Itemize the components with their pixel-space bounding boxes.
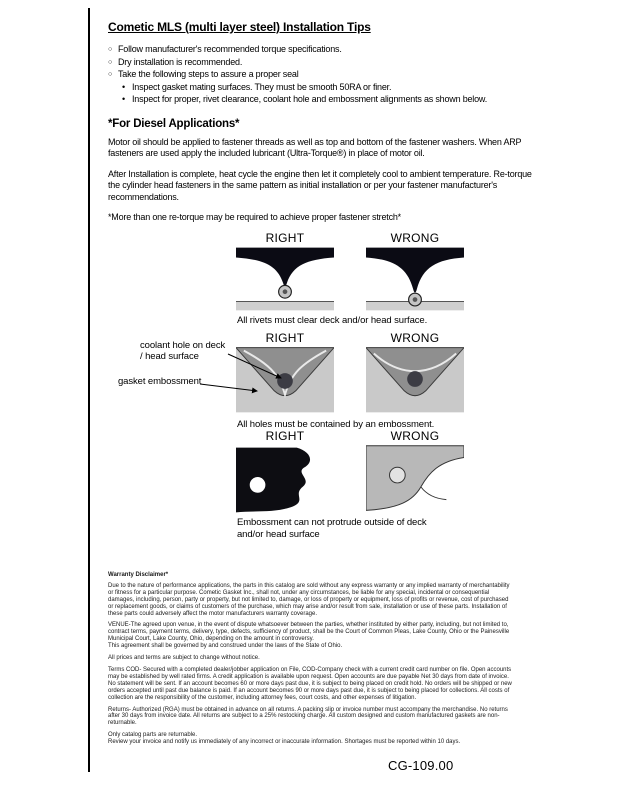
diagram-rivet-wrong (366, 247, 464, 311)
embossment-right-illustration (236, 445, 334, 515)
caption-holes: All holes must be contained by an embossment. (237, 419, 435, 430)
right-label-row2: RIGHT (265, 331, 305, 345)
left-margin-rule (88, 8, 90, 772)
diagram-embossment-wrong (366, 445, 464, 515)
diesel-paragraph-2: After Installation is complete, heat cycle the engine then let it completely cool to ambient temperature. Re-torque the cylinder head fasteners in the same pattern as initial installation or per your fastener manufacturer's recommendations. (108, 168, 532, 202)
list-item: ○ Take the following steps to assure a proper seal (108, 68, 532, 81)
diesel-paragraph-1: Motor oil should be applied to fastener threads as well as top and bottom of the fastener washers. When ARP fasteners are used apply the included lubricant (Ultra-Torque®) in place of motor oil. (108, 136, 522, 158)
right-label-row1: RIGHT (265, 231, 305, 245)
warranty-disclaimer-section (108, 572, 513, 746)
diagram-rivet-right (236, 247, 334, 311)
coolant-wrong-illustration (366, 347, 464, 413)
legal-paragraph: This agreement shall be governed by and construed under the laws of the State of Ohio. (108, 643, 343, 650)
legal-paragraph: Due to the nature of performance applications, the parts in this catalog are sold without any express warranty or any implied warranty of merchantability or fitness for a particular purpose. Cometic Gasket Inc., shall not, under any circumstances, be liable for any special, incidental or consequential damages, including, person, party or property, but not limited to, damage, or loss of property or equipment, loss of profits or revenue, cost of purchased or replacement goods, or claims of customers of the purchase, which may arise and/or result from sale, installation or use of these parts. Installation of these parts could adversely affect the motor manufacturers warranty coverage. (108, 582, 510, 617)
tips-list (108, 43, 532, 106)
legal-paragraph: Returns- Authorized (RGA) must be obtained in advance on all returns. A packing slip or invoice number must accompany the merchandise. No returns after 30 days from invoice date. All returns are subject to a 25% restocking charge. All custom designed and custom manufactured gaskets are non-returnable. (108, 706, 508, 727)
diagram-coolant-wrong (366, 347, 464, 413)
list-item: ○ Follow manufacturer's recommended torque specifications. (108, 43, 532, 56)
legal-paragraph: Only catalog parts are returnable. (108, 732, 198, 739)
warranty-disclaimer-heading: Warranty Disclaimer* (108, 572, 169, 578)
right-label-row3: RIGHT (265, 429, 305, 443)
wrong-label-row2: WRONG (390, 331, 440, 345)
diagram-embossment-right (236, 445, 334, 515)
legal-paragraph: Terms COD- Secured with a completed dealer/jobber application on File, COD-Company check with a current credit card number on file. Open accounts may be established by well rated firms. A credit application is available upon request. Open accounts are due payable Net 30 days from date of invoice. No statement will be sent. If an account becomes 60 or more days past due, it is subject to being placed on credit hold. No orders will be shipped or new orders accepted until past due balance is paid. If an account becomes 90 or more days past due, it is subject to being placed for collections. All costs of collection are the responsibility of the customer, including attorney fees, court costs, and other expenses of litigation. (108, 666, 512, 701)
instructions-section (108, 20, 532, 224)
wrong-label-row3: WRONG (390, 429, 440, 443)
wrong-label-row1: WRONG (390, 231, 440, 245)
page-number: CG-109.00 (388, 758, 454, 773)
callout-arrows (185, 344, 305, 404)
list-sub-item: • Inspect gasket mating surfaces. They must be smooth 50RA or finer. (108, 81, 532, 94)
retorque-note: *More than one re-torque may be required to achieve proper fastener stretch* (108, 212, 401, 222)
caption-embossment: Embossment can not protrude outside of deck and/or head surface (237, 517, 427, 540)
diesel-applications-heading: *For Diesel Applications* (108, 117, 240, 130)
legal-paragraph: VENUE-The agreed upon venue, in the event of dispute whatsoever between the parties, whether instituted by either party, including, but not limited to, contract terms, payment terms, delivery, type, defects, sufficiency of product, shall be the Court of Common Pleas, Lake County, Ohio or the Painesville Municipal Court, Lake County, Ohio, depending on the amount in controversy. (108, 622, 510, 643)
caption-rivets: All rivets must clear deck and/or head surface. (237, 315, 428, 326)
coolant-hole-callout: coolant hole on deck / head surface (140, 340, 226, 362)
embossment-wrong-illustration (366, 445, 464, 515)
list-item: ○ Dry installation is recommended. (108, 56, 532, 69)
rivet-right-illustration (236, 247, 334, 311)
gasket-embossment-callout: gasket embossment (118, 376, 202, 387)
page-title: Cometic MLS (multi layer steel) Installation Tips (108, 20, 371, 34)
legal-paragraph: Review your invoice and notify us immediately of any incorrect or inaccurate information. Shortages must be reported within 10 days. (108, 739, 461, 746)
legal-paragraph: All prices and terms are subject to change without notice. (108, 655, 260, 662)
list-sub-item: • Inspect for proper, rivet clearance, coolant hole and embossment alignments as shown below. (108, 93, 532, 106)
rivet-wrong-illustration (366, 247, 464, 311)
